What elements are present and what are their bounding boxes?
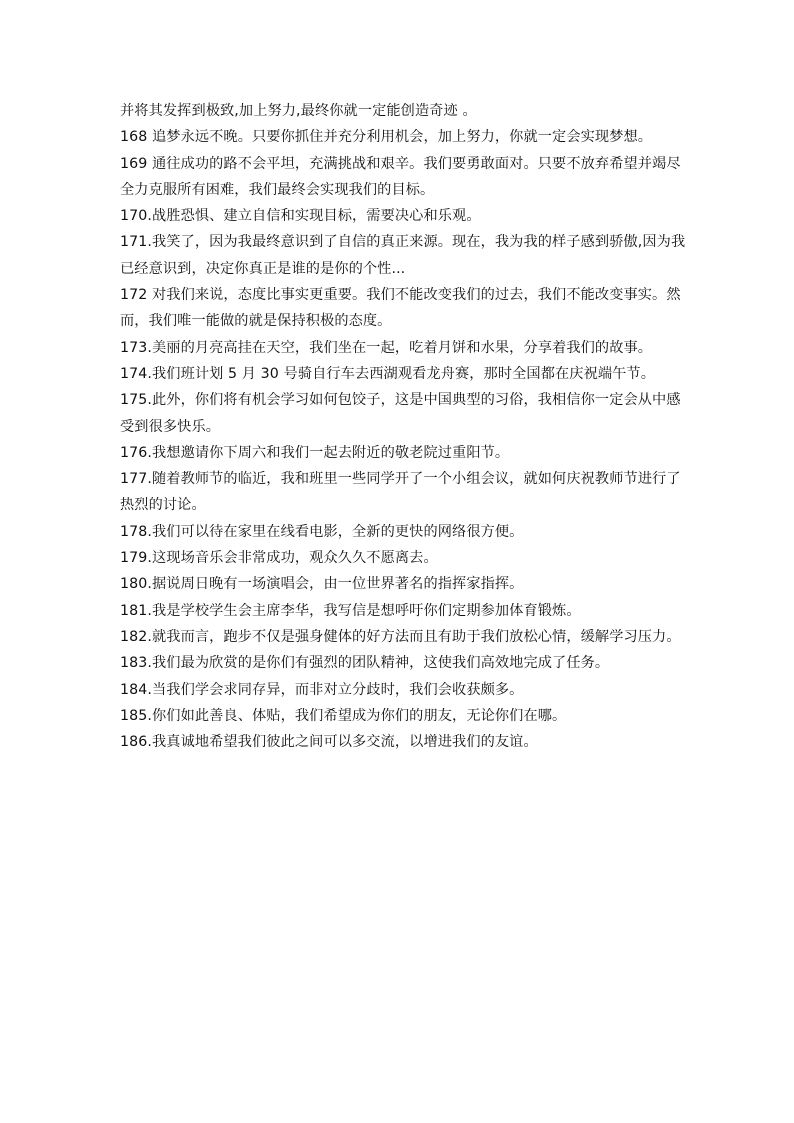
paragraph-175: 175.此外，你们将有机会学习如何包饺子，这是中国典型的习俗，我相信你一定会从中感受到很多快乐。: [120, 392, 681, 435]
paragraph-168: 168 追梦永远不晚。只要你抓住并充分利用机会，加上努力，你就一定会实现梦想。: [120, 129, 653, 146]
paragraph-178: 178.我们可以待在家里在线看电影，全新的更快的网络很方便。: [120, 523, 524, 540]
paragraph-176: 176.我想邀请你下周六和我们一起去附近的敬老院过重阳节。: [120, 444, 510, 461]
paragraph-183: 183.我们最为欣赏的是你们有强烈的团队精神，这使我们高效地完成了任务。: [120, 655, 610, 672]
paragraph-0: 并将其发挥到极致,加上努力,最终你就一定能创造奇迹 。: [120, 103, 477, 119]
document-body: [120, 98, 692, 755]
paragraph-181: 181.我是学校学生会主席李华，我写信是想呼吁你们定期参加体育锻炼。: [120, 602, 581, 619]
paragraph-180: 180.据说周日晚有一场演唱会，由一位世界著名的指挥家指挥。: [120, 576, 524, 593]
paragraph-172: 172 对我们来说，态度比事实更重要。我们不能改变我们的过去，我们不能改变事实。然而，我们唯一能做的就是保持积极的态度。: [120, 287, 681, 330]
paragraph-182: 182.就我而言，跑步不仅是强身健体的好方法而且有助于我们放松心情，缓解学习压力。: [120, 628, 681, 645]
paragraph-173: 173.美丽的月亮高挂在天空，我们坐在一起，吃着月饼和水果，分享着我们的故事。: [120, 339, 653, 356]
paragraph-179: 179.这现场音乐会非常成功，观众久久不愿离去。: [120, 550, 438, 567]
paragraph-170: 170.战胜恐惧、建立自信和实现目标，需要决心和乐观。: [120, 208, 481, 225]
paragraph-177: 177.随着教师节的临近，我和班里一些同学开了一个小组会议，就如何庆祝教师节进行了热烈的讨论。: [120, 471, 681, 514]
paragraph-174: 174.我们班计划 5 月 30 号骑自行车去西湖观看龙舟赛，那时全国都在庆祝端午节。: [120, 365, 656, 382]
paragraph-185: 185.你们如此善良、体贴，我们希望成为你们的朋友，无论你们在哪。: [120, 707, 567, 724]
paragraph-184: 184.当我们学会求同存异，而非对立分歧时，我们会收获颇多。: [120, 681, 524, 698]
paragraph-169: 169 通往成功的路不会平坦，充满挑战和艰辛。我们要勇敢面对。只要不放弃希望并竭尽全力克服所有困难，我们最终会实现我们的目标。: [120, 155, 681, 198]
paragraph-171: 171.我笑了，因为我最终意识到了自信的真正来源。现在，我为我的样子感到骄傲,因为我已经意识到，决定你真正是谁的是你的个性...: [120, 234, 686, 277]
paragraph-186: 186.我真诚地希望我们彼此之间可以多交流，以增进我们的友谊。: [120, 734, 538, 751]
